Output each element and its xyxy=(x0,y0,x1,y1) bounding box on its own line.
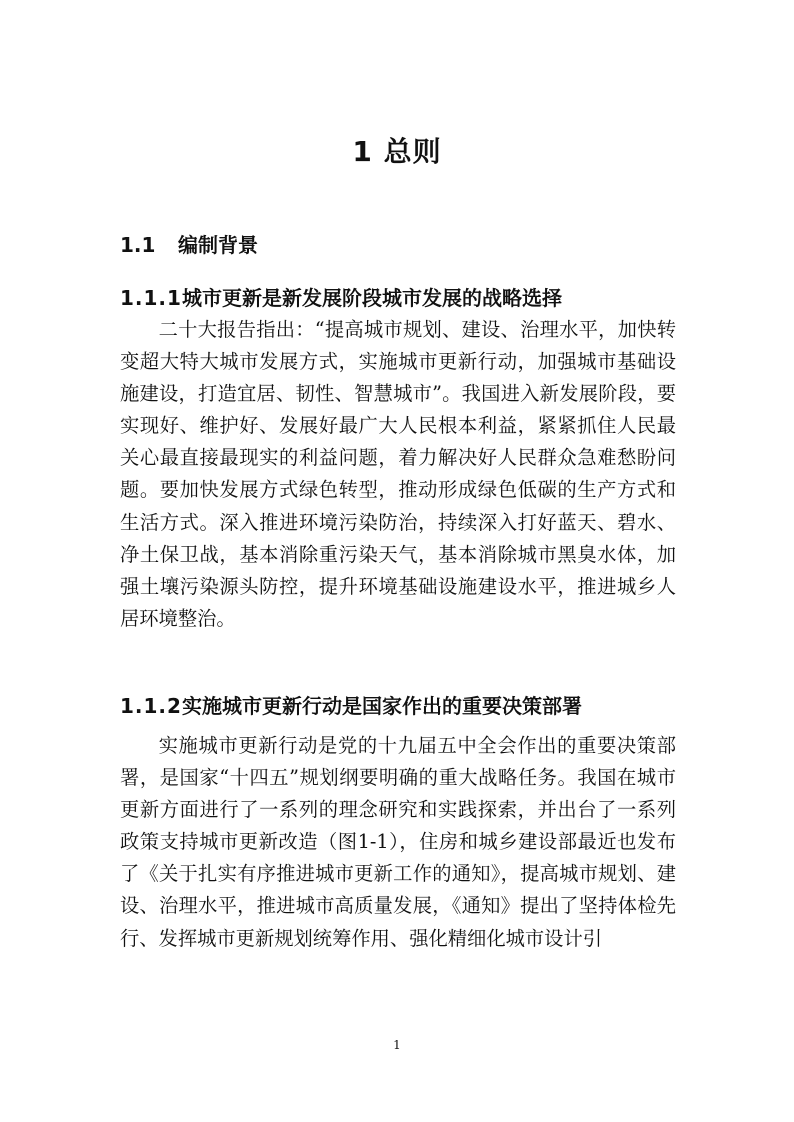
section-number: 1.1 xyxy=(120,233,156,257)
body-paragraph: 二十大报告指出：“提高城市规划、建设、治理水平，加快转变超大特大城市发展方式，实施城市更新行动，加强城市基础设施建设，打造宜居、韧性、智慧城市”。我国进入新发展阶段，要实现好、维护好、发展好最广大人民根本利益，紧紧抓住人民最关心最直接最现实的利益问题，着力解决好人民群众急难愁盼问题。要加快发展方式绿色转型，推动形成绿色低碳的生产方式和生活方式。深入推进环境污染防治，持续深入打好蓝天、碧水、净土保卫战，基本消除重污染天气，基本消除城市黑臭水体，加强土壤污染源头防控，提升环境基础设施建设水平，推进城乡人居环境整治。 xyxy=(120,318,676,630)
section-title: 编制背景 xyxy=(178,233,258,257)
subsection-title: 实施城市更新行动是国家作出的重要决策部署 xyxy=(181,694,582,718)
body-paragraph: 实施城市更新行动是党的十九届五中全会作出的重要决策部署，是国家“十四五”规划纲要明确的重大战略任务。我国在城市更新方面进行了一系列的理念研究和实践探索，并出台了一系列政策支持城市更新改造（图1-1），住房和城乡建设部最近也发布了《关于扎实有序推进城市更新工作的通知》，提高城市规划、建设、治理水平，推进城市高质量发展，《通知》提出了坚持体检先行、发挥城市更新规划统筹作用、强化精细化城市设计引 xyxy=(120,734,676,950)
subsection-heading-1 xyxy=(120,283,562,313)
subsection-heading-2 xyxy=(120,691,582,721)
subsection-title: 城市更新是新发展阶段城市发展的战略选择 xyxy=(181,286,562,310)
page-number: 1 xyxy=(393,1038,401,1052)
subsection-number: 1.1.1 xyxy=(120,286,182,310)
section-heading xyxy=(120,230,258,260)
subsection-number: 1.1.2 xyxy=(120,694,182,718)
chapter-title: 1 总则 xyxy=(352,135,442,168)
